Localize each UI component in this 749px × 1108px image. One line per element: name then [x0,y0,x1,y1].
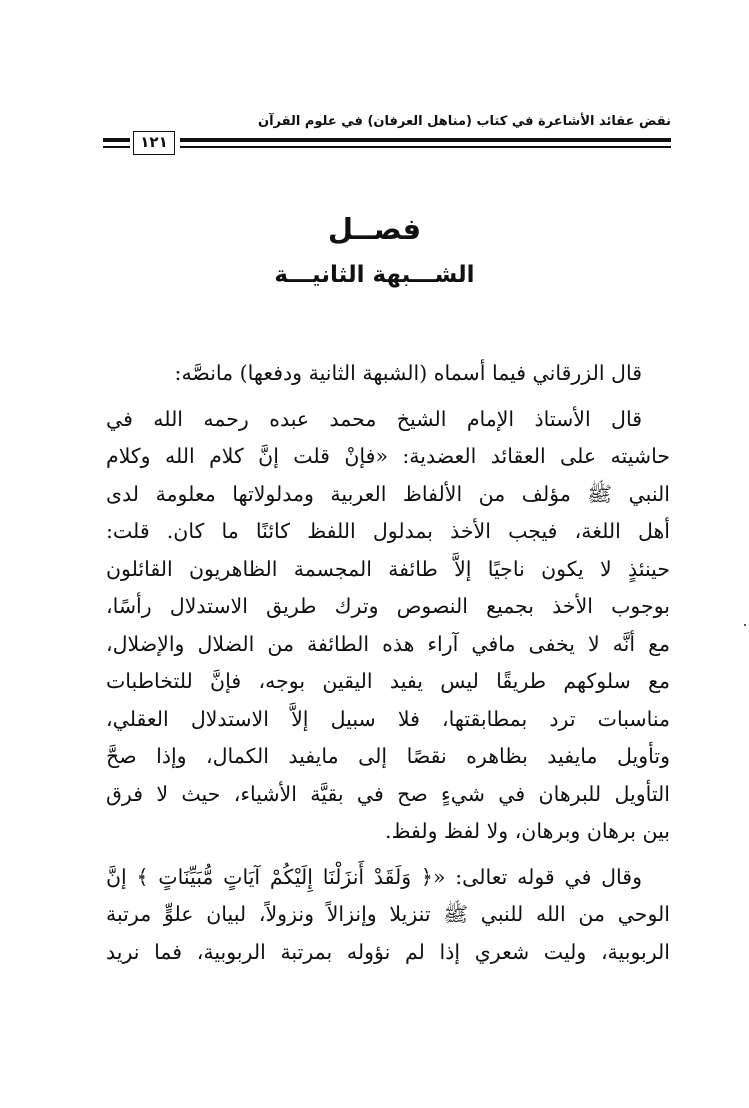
text-line: التأويل للبرهان في شيءٍ صح في بقيَّة الأشياء، حيث لا فرق [106,781,670,806]
text-line: بوجوب الأخذ بجميع النصوص وترك طريق الاستدلال رأسًا، [106,594,670,618]
chapter-title: فصــل [327,212,422,246]
section-title: الشـــبهة الثانيـــة [274,262,475,288]
page-number: ١٢١ [133,131,175,155]
text-line: وتأويل مايفيد بظاهره نقصًا إلى مايفيد الكمال، وإذا صحَّ [106,744,670,768]
text-line: الوحي من الله للنبي ﷺ تنزيلا وإنزالاً ونزولاً، لبيان علوٍّ مرتبة [106,902,670,926]
header-rule [180,138,671,148]
text-line: مناسبات ترد بمطابقتها، فلا سبيل إلاَّ الاستدلال العقلي، [106,706,670,731]
text-line: وقال في قوله تعالى: «﴿ وَلَقَدْ أَنزَلْنَا إِلَيْكُمْ آيَاتٍ مُّبَيِّنَاتٍ ﴾ إنَّ [106,864,642,889]
body-text [106,355,670,971]
text-line: حاشيته على العقائد العضدية: «فإنْ قلت إنَّ كلام الله وكلام [106,444,670,468]
header-rule-left [103,138,130,148]
text-line: مع أنَّه لا يخفى مافي آراء هذه الطائفة من الضلال والإضلال، [106,631,670,656]
text-line: قال الزرقاني فيما أسماه (الشبهة الثانية ودفعها) مانصَّه: [174,361,642,385]
margin-mark [744,624,746,626]
text-line: أهل اللغة، فيجب الأخذ بمدلول اللفظ كائنًا ما كان. قلت: [106,519,670,543]
text-line: النبي ﷺ مؤلف من الألفاظ العربية ومدلولاتها معلومة لدى [106,481,670,506]
text-line: قال الأستاذ الإمام الشيخ محمد عبده رحمه الله في [106,406,642,431]
text-line: بين برهان وبرهان، ولا لفظ ولفظ. [384,819,670,843]
text-line: مع سلوكهم طريقًا ليس يفيد اليقين بوجه، فإنَّ للتخاطبات [106,669,670,693]
running-header-title: نقض عقائد الأشاعرة في كتاب (مناهل العرفان) في علوم القرآن [258,114,671,129]
text-line: حينئذٍ لا يكون ناجيًا إلاَّ طائفة المجسمة الظاهريون القائلون [106,556,670,581]
text-line: الربوبية، وليت شعري إذا لم نؤوله بمرتبة الربوبية، فما نريد [106,939,670,964]
